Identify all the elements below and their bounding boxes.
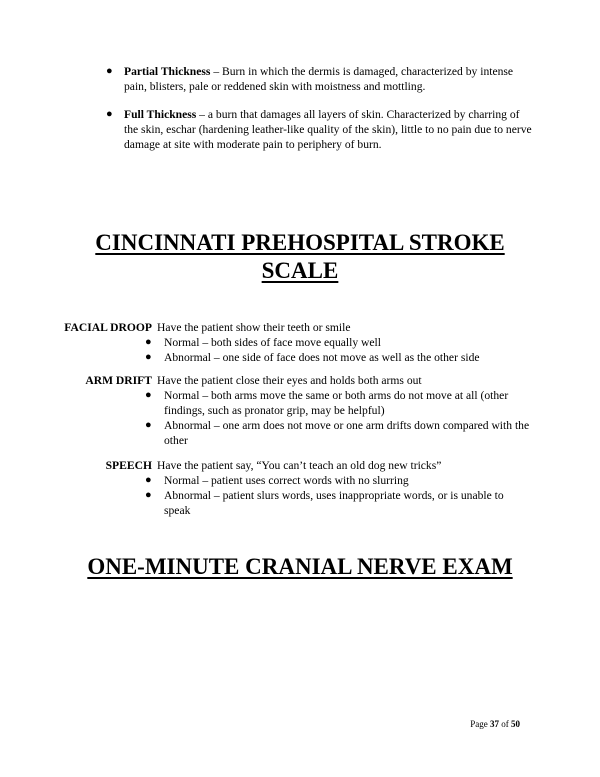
burn-term: Full Thickness [124, 108, 197, 121]
bullet-icon: ● [145, 336, 152, 348]
list-item [145, 488, 530, 518]
scale-item-instruction: Have the patient say, “You can’t teach an old dog new tricks” [157, 459, 442, 472]
list-item [145, 350, 530, 365]
burn-item-partial-thickness [104, 64, 534, 94]
list-item-text: Abnormal – one arm does not move or one arm drifts down compared with the other [164, 419, 530, 447]
scale-item-bullets [145, 335, 530, 365]
scale-item-label: SPEECH [105, 459, 152, 472]
scale-item-instruction: Have the patient close their eyes and holds both arms out [157, 374, 422, 387]
list-item [145, 335, 530, 350]
scale-item-bullets [145, 473, 530, 518]
list-item-text: Normal – both arms move the same or both arms do not move at all (other findings, such as pronator grip, may be helpful) [164, 389, 509, 417]
stroke-scale-heading [60, 229, 540, 285]
page-total: 50 [511, 719, 520, 729]
scale-item-bullets [145, 388, 530, 448]
bullet-icon: ● [145, 419, 152, 431]
list-item-text: Abnormal – one side of face does not move as well as the other side [164, 351, 480, 364]
bullet-icon: ● [145, 489, 152, 501]
scale-item-instruction: Have the patient show their teeth or smile [157, 321, 351, 334]
burn-types-list [104, 64, 534, 165]
burn-item-full-thickness [104, 107, 534, 152]
page-of: of [499, 719, 511, 729]
list-item [145, 418, 530, 448]
bullet-icon: ● [145, 474, 152, 486]
scale-item-label: ARM DRIFT [85, 374, 152, 387]
stroke-scale-heading-line2: SCALE [261, 258, 339, 283]
stroke-scale-heading-line1: CINCINNATI PREHOSPITAL STROKE [95, 230, 505, 255]
list-item [145, 473, 530, 488]
page-footer [470, 718, 520, 730]
scale-item-label: FACIAL DROOP [64, 321, 152, 334]
list-item-text: Abnormal – patient slurs words, uses inappropriate words, or is unable to speak [164, 489, 504, 517]
list-item-text: Normal – both sides of face move equally well [164, 336, 381, 349]
bullet-icon: ● [145, 389, 152, 401]
list-item [145, 388, 530, 418]
burn-description: – a burn that damages all layers of skin. Characterized by charring of the skin, eschar (hardening leather-like quality of the skin), little to no pain due to nerve damage at site with moderate pain to periphery of burn. [124, 108, 532, 151]
cranial-nerve-exam-heading: ONE-MINUTE CRANIAL NERVE EXAM [87, 554, 513, 579]
bullet-icon: ● [106, 108, 113, 120]
bullet-icon: ● [106, 65, 113, 77]
bullet-icon: ● [145, 351, 152, 363]
burn-term: Partial Thickness [124, 65, 211, 78]
page-number: 37 [490, 719, 499, 729]
burn-description: – Burn in which the dermis is damaged, characterized by intense pain, blisters, pale or reddened skin with moistness and mottling. [124, 65, 514, 93]
list-item-text: Normal – patient uses correct words with no slurring [164, 474, 409, 487]
page-prefix: Page [470, 719, 490, 729]
